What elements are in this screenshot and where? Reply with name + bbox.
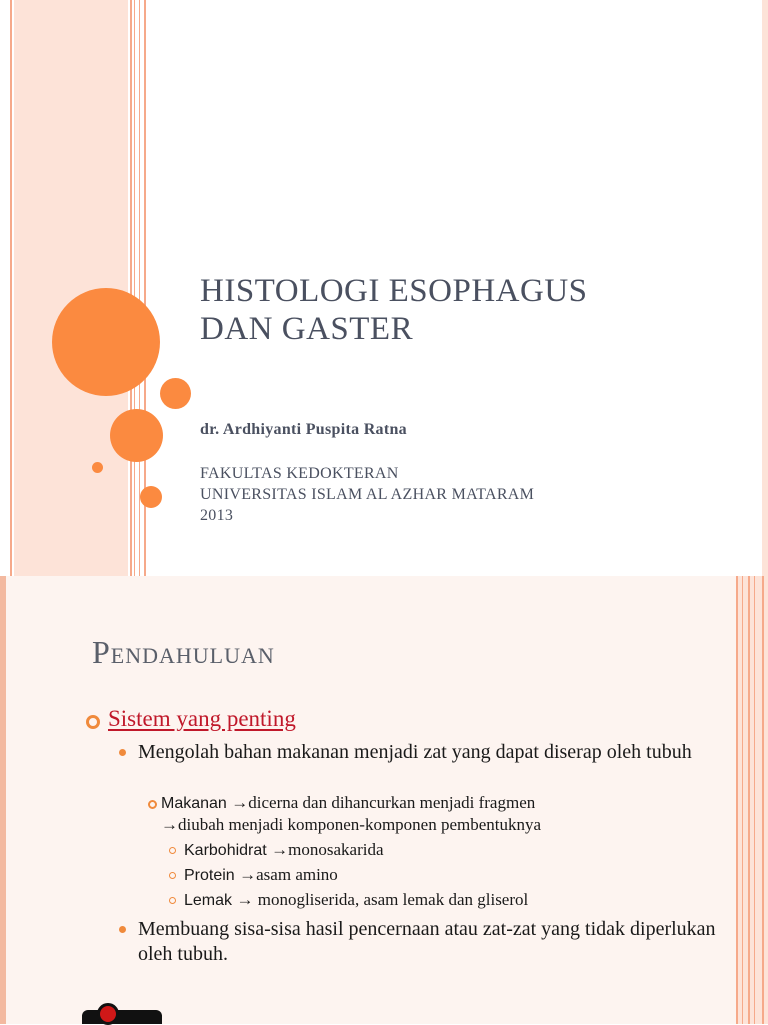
item-lead: Protein [184,867,240,884]
bullet-text: Mengolah bahan makanan menjadi zat yang dapat diserap oleh tubuh [138,741,692,763]
decorative-line [139,0,140,576]
year: 2013 [200,507,234,524]
decorative-circle-small [160,378,191,409]
decorative-line [134,0,135,576]
bullet-ring-icon [148,800,157,809]
decorative-circle-tiny [92,462,103,473]
author-name: dr. Ardhiyanti Puspita Ratna [200,421,407,438]
arrow-icon: → [239,865,257,884]
university-name: UNIVERSITAS ISLAM AL AZHAR MATARAM [200,486,535,503]
arrow-icon: → [271,840,289,859]
partial-object-red-icon [97,1003,119,1025]
decorative-line [762,576,764,1024]
arrow-icon: → [161,815,178,834]
content-slide [0,576,768,1024]
list-item [184,889,528,911]
item-detail: monogliserida, asam lemak dan gliserol [253,890,529,909]
faculty-name: FAKULTAS KEDOKTERAN [200,465,399,482]
decorative-line [736,576,738,1024]
bullet-dot-icon [119,926,126,933]
decorative-circle-large [52,288,160,396]
institution-block [200,463,534,526]
bullet-ring-icon [86,715,100,729]
bullet-ring-icon [169,897,176,904]
bullet-text: Membuang sisa-sisa hasil pencernaan atau zat-zat yang tidak diperlukan oleh tubuh. [138,918,716,965]
partial-object-shape [82,1010,162,1024]
sub-bullet-lead: Makanan [161,795,232,812]
decorative-line [748,576,750,1024]
slide-title [200,272,720,348]
item-lead: Lemak [184,892,237,909]
item-detail: asam amino [256,865,338,884]
slide-title: Pendahuluan [92,634,275,670]
decorative-edge [762,0,768,576]
decorative-line [130,0,132,576]
list-item [184,839,384,861]
bullet-dot-icon [119,749,126,756]
arrow-icon: → [236,890,254,909]
sub-bullet-detail: dicerna dan dihancurkan menjadi fragmen [248,793,536,812]
decorative-circle-small [140,486,162,508]
decorative-line [742,576,743,1024]
decorative-circle-medium [110,409,163,462]
title-line: HISTOLOGI ESOPHAGUS [200,273,588,309]
decorative-strip [0,576,6,1024]
bullet-ring-icon [169,847,176,854]
sub-bullet-text [161,792,721,835]
item-detail: monosakarida [288,840,384,859]
decorative-line [754,576,755,1024]
bullet-ring-icon [169,872,176,879]
title-line: DAN GASTER [200,311,414,347]
sub-bullet-detail: diubah menjadi komponen-komponen pembentuknya [178,815,542,834]
arrow-icon: → [231,793,249,812]
item-lead: Karbohidrat [184,842,272,859]
list-item [184,864,338,886]
section-heading: Sistem yang penting [108,706,296,731]
decorative-line [10,0,12,576]
